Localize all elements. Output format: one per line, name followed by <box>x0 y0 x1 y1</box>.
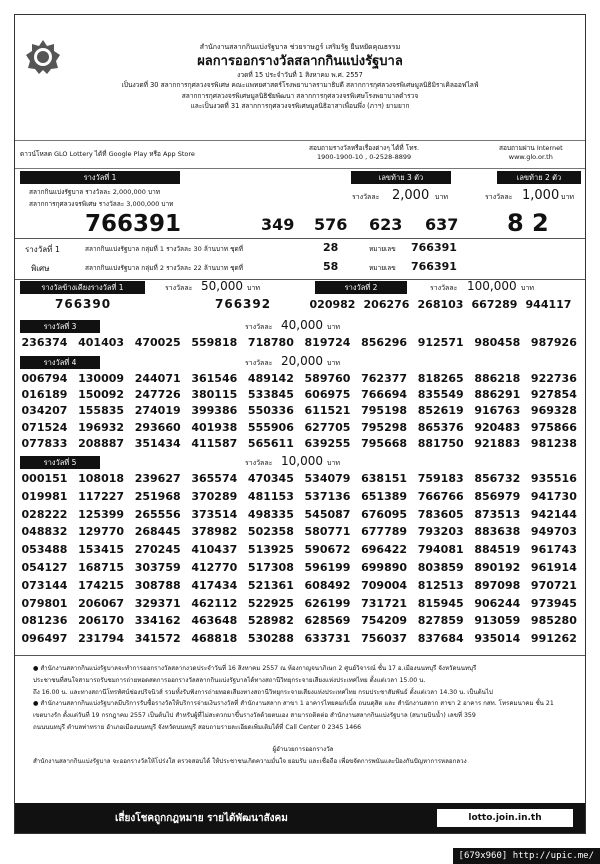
first-prize-label: รางวัลที่ 1 <box>20 171 180 184</box>
prize-number: 130009 <box>78 372 125 385</box>
prize-number: 206067 <box>78 596 125 610</box>
special-number-label-1: หมายเลข <box>369 245 396 253</box>
prize-number: 268103 <box>417 298 464 311</box>
prize-number: 341572 <box>134 632 181 646</box>
first-prize-note-1: สลากกินแบ่งรัฐบาล รางวัลละ 2,000,000 บาท <box>29 188 161 196</box>
prize-number: 927854 <box>530 388 577 402</box>
prize-number: 912571 <box>417 336 464 349</box>
prize-number: 699890 <box>361 561 408 574</box>
third-prize-prefix: รางวัลละ <box>245 323 273 331</box>
special-number-1: 766391 <box>411 241 457 254</box>
note-line: ● สำนักงานสลากกินแบ่งรัฐบาลมีบริการรับซื้อรางวัลให้บริการจ่ายเงินรางวัลที่ สำนักงานสลาก สาขา 1 อาคารไทยคมก์เบิ้ล ถนนดุสิต และ สำนักงานสลาก สาขา 2 อาคาร กสท. โทรคมนาคม ชั้น 21 <box>33 700 554 708</box>
prize-number: 890192 <box>474 561 521 574</box>
prize-number: 973945 <box>530 596 577 610</box>
fifth-prize-amount: 10,000 <box>281 454 323 468</box>
prize-number: 580771 <box>304 525 351 539</box>
footer-slogan: เสี่ยงโชคถูกกฎหมาย รายได้พัฒนาสังคม <box>115 813 288 824</box>
two-digit-number: 8 2 <box>507 209 549 237</box>
second-prize-prefix: รางวัลละ <box>430 284 458 292</box>
prize-number: 916763 <box>474 404 521 418</box>
director-signature-line: ผู้อำนวยการออกรางวัล <box>272 745 334 753</box>
prize-number: 852619 <box>417 404 464 418</box>
prize-number: 481153 <box>247 489 294 503</box>
prize-number: 639255 <box>304 436 351 450</box>
third-prize-label: รางวัลที่ 3 <box>20 320 100 333</box>
prize-number: 803859 <box>417 561 464 574</box>
prize-number: 886291 <box>474 388 521 402</box>
prize-number: 206170 <box>78 614 125 628</box>
prize-number: 247726 <box>134 388 181 402</box>
prize-number: 522925 <box>247 596 294 610</box>
prize-number: 239627 <box>134 472 181 485</box>
prize-number: 667289 <box>471 298 518 311</box>
prize-number: 236374 <box>21 336 68 349</box>
prize-number: 812513 <box>417 578 464 592</box>
prize-number: 555906 <box>247 420 294 434</box>
special-number-2: 766391 <box>411 260 457 273</box>
fifth-prize-unit: บาท <box>327 459 340 467</box>
prize-number: 766694 <box>361 388 408 402</box>
info-strip <box>15 140 585 169</box>
prize-number: 709004 <box>361 578 408 592</box>
prize-number: 174215 <box>78 578 125 592</box>
charity-line-3: และเป็นงวดที่ 31 สลากการกุศลวงจรพิเศษมูลนิธิอาสาเพื่อนพึ่ง (ภาฯ) ยามยาก <box>190 102 410 110</box>
prize-number: 417434 <box>191 578 238 592</box>
prize-number: 370289 <box>191 489 238 503</box>
special-set-1: 28 <box>323 241 339 254</box>
note-line: ● สำนักงานสลากกินแบ่งรัฐบาลจะทำการออกรางวัลสลากงวดประจำวันที่ 16 สิงหาคม 2557 ณ ห้องกาญจนาภิเษก 2 ศูนย์วิจารณ์ ชั้น 17 อ.เมืองนนทบุรี จังหวัดนนทบุรี <box>33 665 477 672</box>
prize-number: 827859 <box>417 614 464 628</box>
prize-number: 533845 <box>247 388 294 402</box>
prize-number: 401403 <box>78 336 125 349</box>
prize-number: 470025 <box>134 336 181 349</box>
prize-number: 818265 <box>417 372 464 385</box>
footer-url[interactable]: lotto.join.in.th <box>437 809 573 827</box>
fourth-prize-unit: บาท <box>327 359 340 367</box>
prize-number: 016189 <box>21 388 68 402</box>
prize-number: 530288 <box>247 632 294 646</box>
prize-number: 754209 <box>361 614 408 628</box>
footer <box>15 803 585 833</box>
second-prize-unit: บาท <box>521 284 534 292</box>
special-label-a: รางวัลที่ 1 <box>25 245 60 254</box>
prize-number: 528982 <box>247 614 294 628</box>
prize-number: 766766 <box>417 489 464 503</box>
prize-number: 329371 <box>134 596 181 610</box>
second-prize-amount: 100,000 <box>467 279 517 293</box>
prize-number: 412770 <box>191 561 238 574</box>
prize-number: 274019 <box>134 404 181 418</box>
prize-number: 589760 <box>304 372 351 385</box>
prize-number: 096497 <box>21 632 68 646</box>
prize-number: 981238 <box>530 436 577 450</box>
prize-number: 606975 <box>304 388 351 402</box>
fourth-prize-prefix: รางวัลละ <box>245 359 273 367</box>
prize-number: 168715 <box>78 561 125 574</box>
prize-number: 651389 <box>361 489 408 503</box>
prize-number: 795198 <box>361 404 408 418</box>
prize-number: 155835 <box>78 404 125 418</box>
prize-number: 378982 <box>191 525 238 539</box>
prize-number: 208887 <box>78 436 125 450</box>
prize-number: 206276 <box>363 298 410 311</box>
prize-number: 759183 <box>417 472 464 485</box>
prize-number: 942144 <box>530 507 577 521</box>
prize-number: 303759 <box>134 561 181 574</box>
prize-number: 970721 <box>530 578 577 592</box>
prize-number: 028222 <box>21 507 68 521</box>
prize-number: 550336 <box>247 404 294 418</box>
three-digit-number: 637 <box>425 215 459 234</box>
prize-number: 944117 <box>525 298 572 311</box>
prize-number: 949703 <box>530 525 577 539</box>
special-set-2: 58 <box>323 260 339 273</box>
prize-number: 117227 <box>78 489 125 503</box>
prize-number: 534079 <box>304 472 351 485</box>
prize-number: 019981 <box>21 489 68 503</box>
prize-number: 884519 <box>474 543 521 557</box>
lottery-result-sheet <box>14 14 586 834</box>
prize-number: 819724 <box>304 336 351 349</box>
near-first-number: 766392 <box>215 297 272 311</box>
prize-number: 922736 <box>530 372 577 385</box>
prize-number: 633731 <box>304 632 351 646</box>
prize-number: 517308 <box>247 561 294 574</box>
prize-number: 835549 <box>417 388 464 402</box>
prize-number: 756037 <box>361 632 408 646</box>
divider <box>15 655 585 656</box>
special-number-label-2: หมายเลข <box>369 264 396 272</box>
note-line: เขตบางรัก ตั้งแต่วันที่ 19 กรกฎาคม 2557 เป็นต้นไป สำหรับผู้ที่ไม่สะดวกมาขึ้นรางวัลด้วยตนเอง สามารถติดต่อ สำนักงานสลากกินแบ่งรัฐบาล (สนามบินน้ำ) เลขที่ 359 <box>33 712 476 720</box>
prize-number: 079801 <box>21 596 68 610</box>
org-line: สำนักงานสลากกินแบ่งรัฐบาล ช่วยราษฎร์ เสริมรัฐ ยืนหยัดคุณธรรม <box>199 43 401 51</box>
prize-number: 244071 <box>134 372 181 385</box>
prize-number: 489142 <box>247 372 294 385</box>
prize-number: 865376 <box>417 420 464 434</box>
fourth-prize-amount: 20,000 <box>281 354 323 368</box>
prize-number: 150092 <box>78 388 125 402</box>
note-line: สำนักงานสลากกินแบ่งรัฐบาล จะออกรางวัลให้โปร่งใส ตรวจสอบได้ ให้ประชาชนเกิดความมั่นใจ ยอมรับ และเชื่อถือ เพื่อขจัดการพนันและป้องกันปัญหาการหลอกลวง <box>33 757 467 765</box>
prize-number: 365574 <box>191 472 238 485</box>
prize-number: 626199 <box>304 596 351 610</box>
prize-number: 380115 <box>191 388 238 402</box>
prize-number: 883638 <box>474 525 521 539</box>
prize-number: 985280 <box>530 614 577 628</box>
prize-number: 795298 <box>361 420 408 434</box>
note-line: ถึง 16.00 น. และทางสถานีโทรทัศน์ช่องปริจนิวส์ รวมทั้งรับฟังการถ่ายทอดเสียงทางสถานีวิทยุกระจายเสียงแห่งประเทศไทย กรมประชาสัมพันธ์ ตั้งแต่เวลา 14.30 น. เป็นต้นไป <box>33 688 493 696</box>
near-first-label: รางวัลข้างเคียงรางวัลที่ 1 <box>20 281 145 294</box>
prize-number: 265556 <box>134 507 181 521</box>
prize-number: 411587 <box>191 436 238 450</box>
prize-number: 034207 <box>21 404 68 418</box>
prize-number: 762377 <box>361 372 408 385</box>
prize-number: 837684 <box>417 632 464 646</box>
note-line: ถนนนนทบุรี ตำบลท่าทราย อำเภอเมืองนนทบุรี จังหวัดนนทบุรี สอบถามรายละเอียดเพิ่มเติมได้ที่ Call Center 0 2345 1466 <box>33 723 362 731</box>
web-contact <box>499 144 563 162</box>
prize-number: 470345 <box>247 472 294 485</box>
prize-number: 815945 <box>417 596 464 610</box>
prize-number: 000151 <box>21 472 68 485</box>
special-row-2: สลากกินแบ่งรัฐบาล กลุ่มที่ 2 รางวัลละ 22 ล้านบาท ชุดที่ <box>85 264 244 272</box>
prize-number: 975866 <box>530 420 577 434</box>
near-first-amount: 50,000 <box>201 279 243 293</box>
third-prize-amount: 40,000 <box>281 318 323 332</box>
prize-number: 545087 <box>304 507 351 521</box>
prize-number: 676095 <box>361 507 408 521</box>
third-prize-unit: บาท <box>327 323 340 331</box>
prize-number: 961743 <box>530 543 577 557</box>
three-digit-number: 576 <box>314 215 348 234</box>
prize-number: 361546 <box>191 372 238 385</box>
prize-number: 293660 <box>134 420 181 434</box>
special-label-b: พิเศษ <box>31 264 50 273</box>
divider <box>15 238 585 239</box>
prize-number: 913059 <box>474 614 521 628</box>
prize-number: 502358 <box>247 525 294 539</box>
prize-number: 793203 <box>417 525 464 539</box>
prize-number: 873513 <box>474 507 521 521</box>
glo-seal-icon <box>25 39 61 75</box>
prize-number: 513925 <box>247 543 294 557</box>
prize-number: 053488 <box>21 543 68 557</box>
prize-number: 795668 <box>361 436 408 450</box>
two-digit-label: เลขท้าย 2 ตัว <box>497 171 581 184</box>
prize-number: 856732 <box>474 472 521 485</box>
prize-number: 559818 <box>191 336 238 349</box>
prize-number: 462112 <box>191 596 238 610</box>
prize-number: 153415 <box>78 543 125 557</box>
phone-contact <box>309 144 419 162</box>
prize-number: 196932 <box>78 420 125 434</box>
prize-number: 537136 <box>304 489 351 503</box>
image-host-watermark: [679x960] http://upic.me/ <box>453 848 600 864</box>
prize-number: 886218 <box>474 372 521 385</box>
first-prize-number: 766391 <box>85 211 182 237</box>
prize-number: 073144 <box>21 578 68 592</box>
charity-line-1: เป็นงวดที่ 30 สลากการกุศลวงจรพิเศษ คณะแพทยศาสตร์โรงพยาบาลรามาธิบดี สลากการกุศลวงจรพิเศษมูลนิธิมิราเคิลออฟไลฟ์ <box>121 81 479 89</box>
prize-number: 608492 <box>304 578 351 592</box>
prize-number: 498335 <box>247 507 294 521</box>
prize-number: 251968 <box>134 489 181 503</box>
prize-number: 935014 <box>474 632 521 646</box>
two-digit-amount: 1,000 <box>522 188 560 203</box>
prize-number: 590672 <box>304 543 351 557</box>
three-digit-label: เลขท้าย 3 ตัว <box>351 171 451 184</box>
prize-number: 935516 <box>530 472 577 485</box>
fifth-prize-label: รางวัลที่ 5 <box>20 456 100 469</box>
web-label: สอบถามผ่าน Internet <box>499 144 563 152</box>
three-digit-number: 623 <box>369 215 403 234</box>
prize-number: 463648 <box>191 614 238 628</box>
website-link[interactable]: www.glo.or.th <box>508 153 553 161</box>
prize-number: 020982 <box>309 298 356 311</box>
three-digit-amount: 2,000 <box>392 188 430 203</box>
prize-number: 696422 <box>361 543 408 557</box>
three-digit-unit: บาท <box>435 193 448 201</box>
prize-number: 881750 <box>417 436 464 450</box>
prize-number: 071524 <box>21 420 68 434</box>
prize-number: 351434 <box>134 436 181 450</box>
prize-number: 677789 <box>361 525 408 539</box>
prize-number: 783605 <box>417 507 464 521</box>
prize-number: 987926 <box>530 336 577 349</box>
near-first-number: 766390 <box>55 297 112 311</box>
prize-number: 054127 <box>21 561 68 574</box>
note-line: ประชาชนที่สนใจสามารถรับชมการถ่ายทอดสดการออกรางวัลสลากกินแบ่งรัฐบาลได้ทางสถานีวิทยุกระจายเสียงแห่งประเทศไทย ตั้งแต่เวลา 15.00 น. <box>33 676 426 684</box>
fifth-prize-prefix: รางวัลละ <box>245 459 273 467</box>
charity-line-2: สลากการกุศลวงจรพิเศษมูลนิธิชัยพัฒนา สลากการกุศลวงจรพิเศษโรงพยาบาลตำรวจ <box>181 91 419 100</box>
prize-number: 231794 <box>78 632 125 646</box>
prize-number: 961914 <box>530 561 577 574</box>
prize-number: 856979 <box>474 489 521 503</box>
prize-number: 969328 <box>530 404 577 418</box>
prize-number: 980458 <box>474 336 521 349</box>
prize-number: 521361 <box>247 578 294 592</box>
prize-number: 627705 <box>304 420 351 434</box>
prize-number: 006794 <box>21 372 68 385</box>
download-note: ดาวน์โหลด GLO Lottery ได้ที่ Google Play หรือ App Store <box>20 150 195 158</box>
prize-number: 565611 <box>247 436 294 450</box>
notes <box>33 663 573 767</box>
prize-number: 048832 <box>21 525 68 539</box>
prize-number: 596199 <box>304 561 351 574</box>
prize-number: 401938 <box>191 420 238 434</box>
phone-numbers: 1900-1900-10 , 0-2528-8899 <box>316 153 412 161</box>
prize-number: 628569 <box>304 614 351 628</box>
prize-number: 468818 <box>191 632 238 646</box>
prize-number: 718780 <box>247 336 294 349</box>
three-digit-number: 349 <box>261 215 295 234</box>
prize-number: 270245 <box>134 543 181 557</box>
prize-number: 077833 <box>21 436 68 450</box>
two-digit-prefix: รางวัลละ <box>485 193 513 201</box>
page-title: ผลการออกรางวัลสลากกินแบ่งรัฐบาล <box>197 53 403 69</box>
prize-number: 794081 <box>417 543 464 557</box>
second-prize-label: รางวัลที่ 2 <box>315 281 407 294</box>
three-digit-prefix: รางวัลละ <box>352 193 380 201</box>
prize-number: 373514 <box>191 507 238 521</box>
prize-number: 108018 <box>78 472 125 485</box>
near-first-unit: บาท <box>247 284 260 292</box>
phone-label: สอบถามรางวัลหรือเรื่องต่างๆ ได้ที่ โทร. <box>309 144 420 152</box>
prize-number: 856296 <box>361 336 408 349</box>
first-prize-note-2: สลากการกุศลวงจรพิเศษ รางวัลละ 3,000,000 บาท <box>29 200 174 208</box>
prize-number: 129770 <box>78 525 125 539</box>
prize-number: 731721 <box>361 596 408 610</box>
prize-number: 920483 <box>474 420 521 434</box>
near-first-prefix: รางวัลละ <box>165 284 193 292</box>
prize-number: 611521 <box>304 404 351 418</box>
prize-number: 991262 <box>530 632 577 646</box>
prize-number: 921883 <box>474 436 521 450</box>
prize-number: 308788 <box>134 578 181 592</box>
prize-number: 897098 <box>474 578 521 592</box>
prize-number: 399386 <box>191 404 238 418</box>
fourth-prize-label: รางวัลที่ 4 <box>20 356 100 369</box>
draw-date: งวดที่ 15 ประจำวันที่ 1 สิงหาคม พ.ศ. 2557 <box>237 70 363 79</box>
prize-number: 941730 <box>530 489 577 503</box>
two-digit-unit: บาท <box>561 193 574 201</box>
prize-number: 906244 <box>474 596 521 610</box>
prize-number: 081236 <box>21 614 68 628</box>
prize-number: 638151 <box>361 472 408 485</box>
header <box>15 15 585 135</box>
prize-number: 334162 <box>134 614 181 628</box>
prize-number: 268445 <box>134 525 181 539</box>
special-row-1: สลากกินแบ่งรัฐบาล กลุ่มที่ 1 รางวัลละ 30 ล้านบาท ชุดที่ <box>85 245 244 253</box>
prize-number: 410437 <box>191 543 238 557</box>
prize-number: 125399 <box>78 507 125 521</box>
